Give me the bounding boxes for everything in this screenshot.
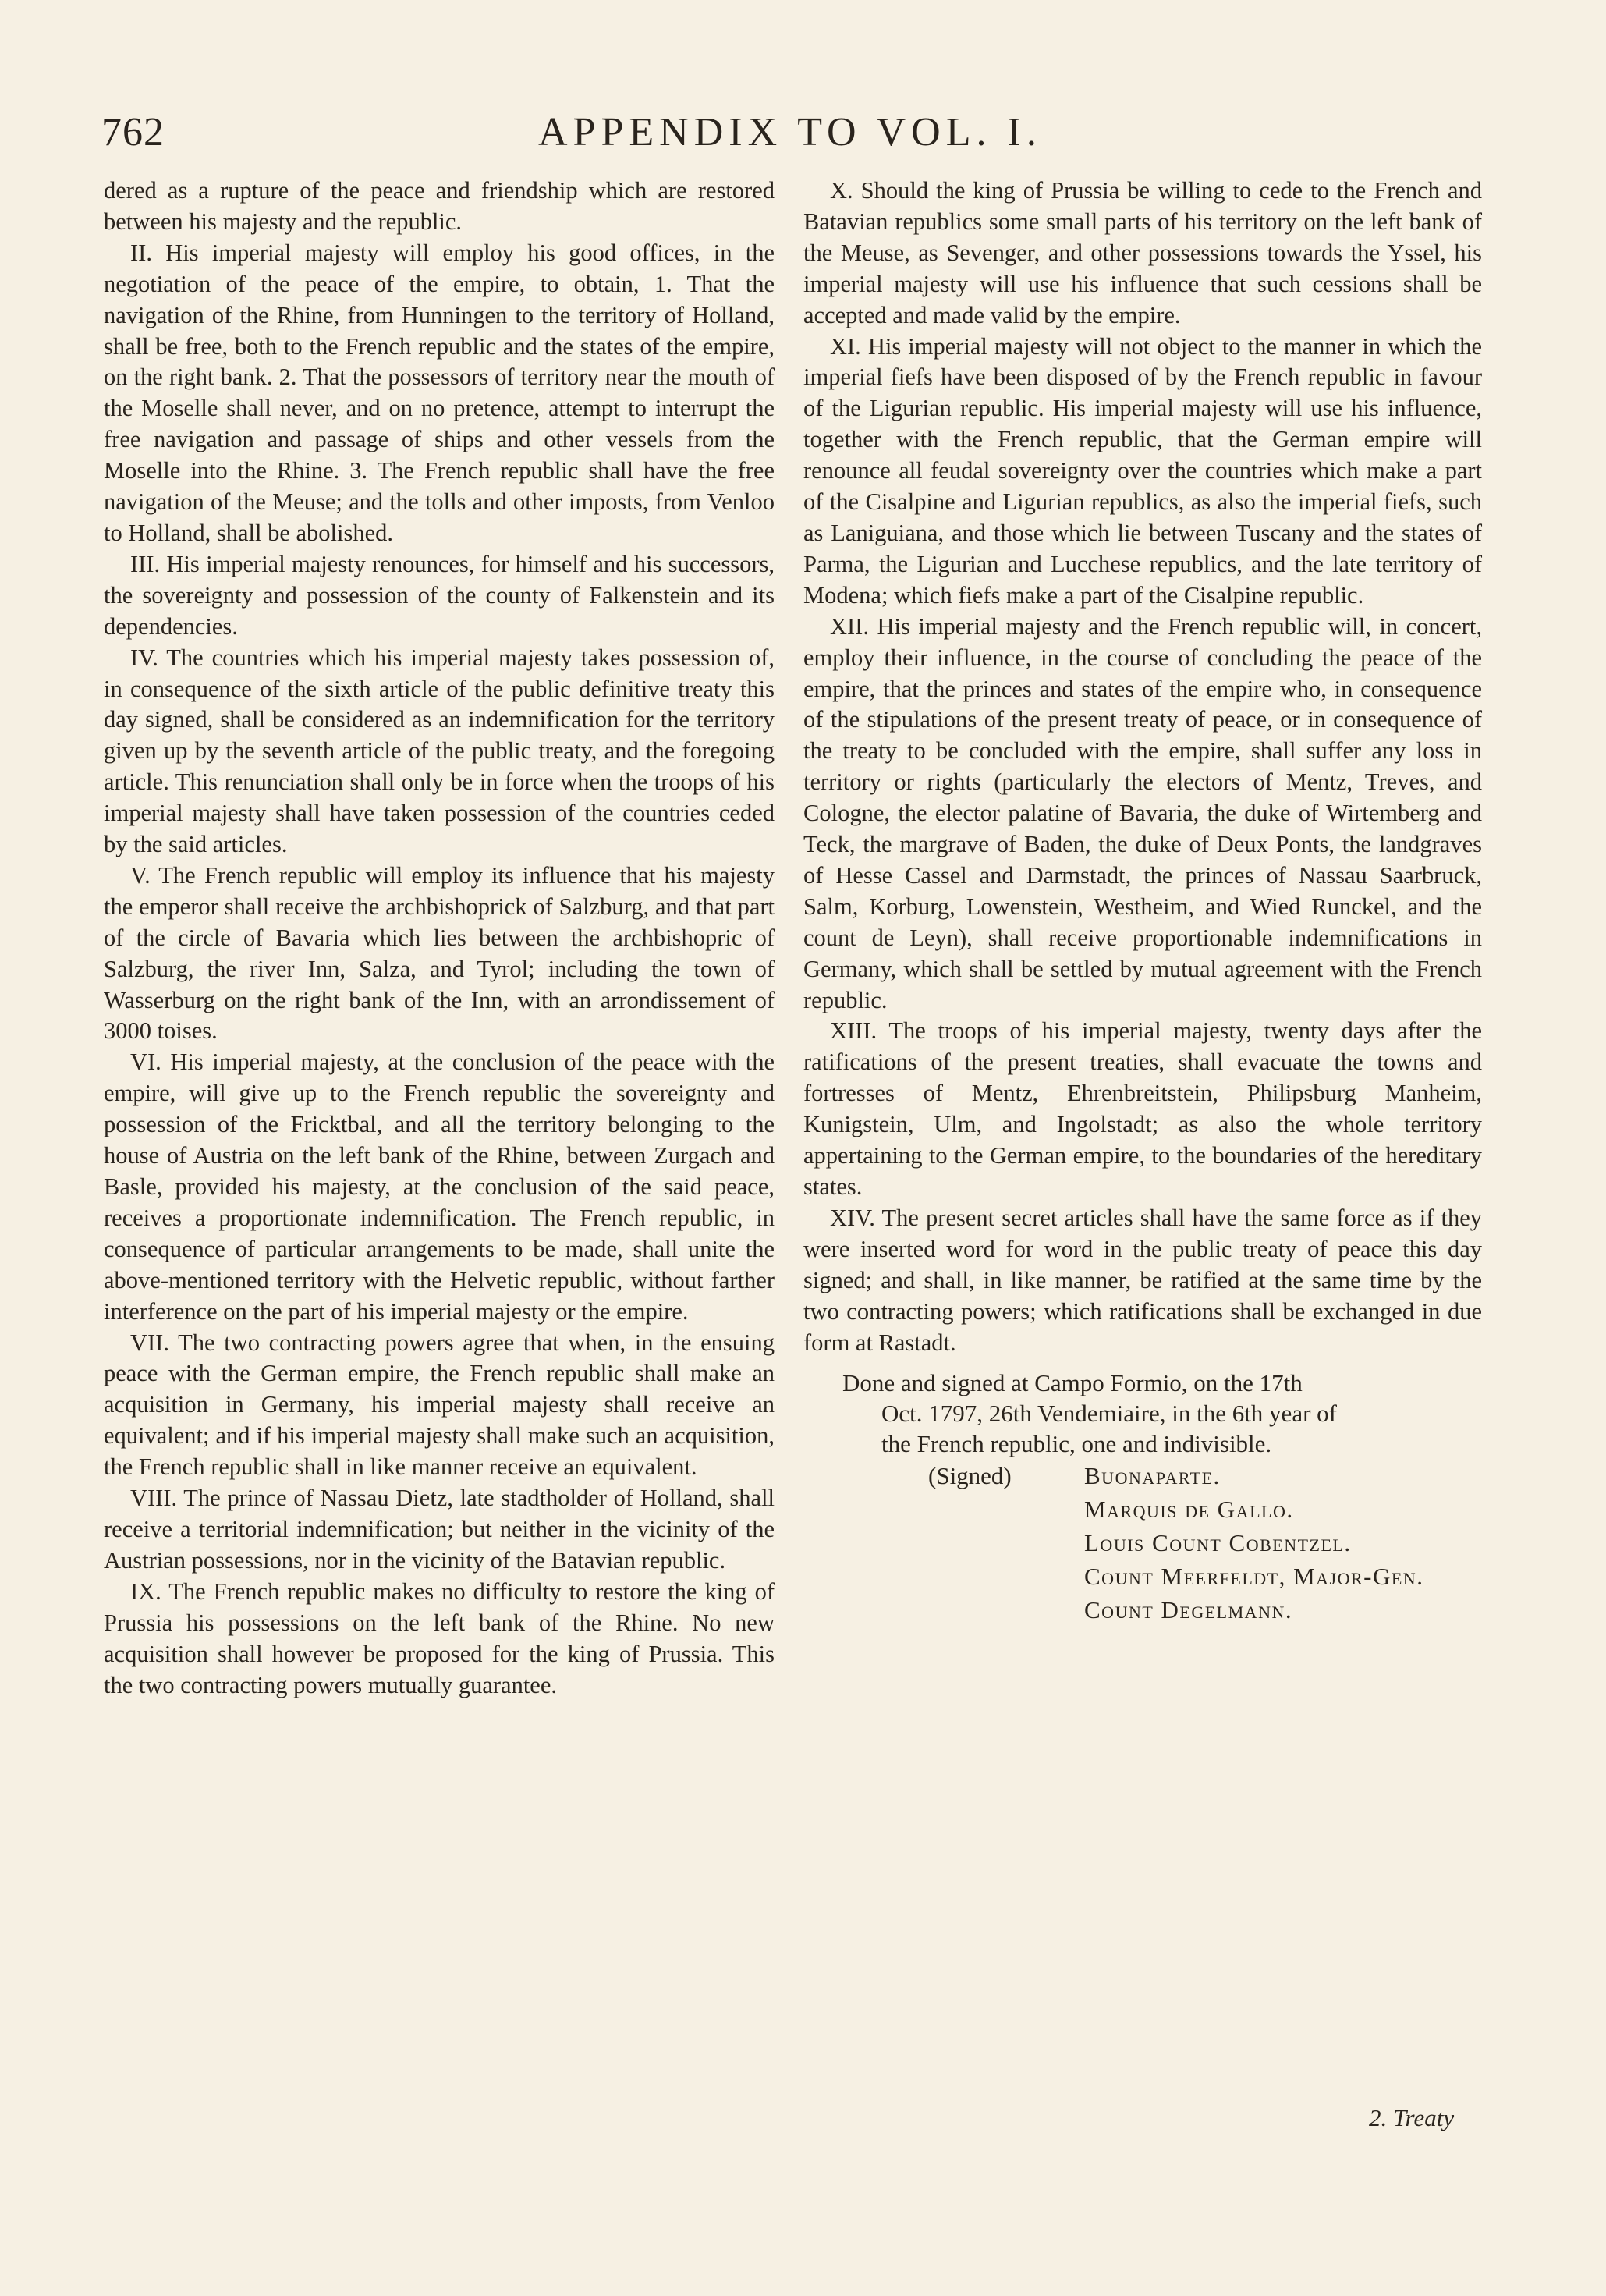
article-paragraph: dered as a rupture of the peace and friendship which are restored between his majesty and the republic.: [104, 177, 775, 235]
article-paragraph: XI. His imperial majesty will not object to the manner in which the imperial fiefs have been disposed of by the French republic in favour of the Ligurian republic. His imperial majesty will use his influence, together with the French republic, that the German empire will renounce all feudal sovereignty over the countries which make a part of the Cisalpine and Ligurian republics, as also the imperial fiefs, such as Laniguiana, and those which lie between Tuscany and the states of Parma, the Ligurian and Lucchese republics, and the late territory of Modena; which fiefs make a part of the Cisalpine republic.: [803, 332, 1482, 609]
left-column: [104, 176, 775, 1701]
signatory-name: Count Degelmann.: [1084, 1596, 1293, 1624]
catchword: 2. Treaty: [1369, 2104, 1455, 2131]
closing-line: Oct. 1797, 26th Vendemiaire, in the 6th year of: [881, 1400, 1337, 1428]
signatory-name: Louis Count Cobentzel.: [1084, 1529, 1352, 1557]
closing-line: Done and signed at Campo Formio, on the 17th: [842, 1369, 1303, 1397]
article-paragraph: V. The French republic will employ its influence that his majesty the emperor shall receive the archbishoprick of Salzburg, and that part of the circle of Bavaria which lies between the archbishopric of Salzburg, the river Inn, Salza, and Tyrol; including the town of Wasserburg on the right bank of the Inn, with an arrondissement of 3000 toises.: [104, 861, 775, 1045]
article-paragraph: XIV. The present secret articles shall have the same force as if they were inserted word for word in the public treaty of peace this day signed; and shall, in like manner, be ratified at the same time by the two contracting powers; which ratifications shall be exchanged in due form at Rastadt.: [803, 1204, 1482, 1356]
page-number: 762: [101, 110, 165, 154]
article-paragraph: VII. The two contracting powers agree that when, in the ensuing peace with the German empire, the French republic shall make an acquisition in Germany, his imperial majesty shall receive an equivalent; and if his imperial majesty shall make such an acquisition, the French republic shall in like manner receive an equivalent.: [104, 1329, 775, 1481]
signature-block: [803, 1368, 1482, 1627]
article-paragraph: XII. His imperial majesty and the French republic will, in concert, employ their influence, in the course of concluding the peace of the empire, that the princes and states of the empire who, in consequence of the stipulations of the present treaty of peace, or in consequence of the treaty to be concluded with the empire, shall suffer any loss in territory or rights (particularly the electors of Mentz, Treves, and Cologne, the elector palatine of Bavaria, the duke of Wirtemberg and Teck, the margrave of Baden, the duke of Deux Ponts, the landgraves of Hesse Cassel and Darmstadt, the princes of Nassau Saarbruck, Salm, Korburg, Lowenstein, Westheim, and Wied Runckel, and the count de Leyn), shall receive proportionable indemnifications in Germany, which shall be settled by mutual agreement with the French republic.: [803, 612, 1482, 1013]
running-head: APPENDIX TO VOL. I.: [538, 110, 1042, 154]
signatory-name: Marquis de Gallo.: [1084, 1496, 1294, 1524]
signatory-name: Count Meerfeldt, Major-Gen.: [1084, 1563, 1424, 1591]
signatory-name: Buonaparte.: [1084, 1462, 1221, 1490]
article-paragraph: IV. The countries which his imperial majesty takes possession of, in consequence of the sixth article of the public definitive treaty this day signed, shall be considered as an indemnification for the territory given up by the seventh article of the public treaty, and the foregoing article. This renunciation shall only be in force when the troops of his imperial majesty shall have taken possession of the countries ceded by the said articles.: [104, 644, 775, 858]
article-paragraph: II. His imperial majesty will employ his good offices, in the negotiation of the peace of the empire, to obtain, 1. That the navigation of the Rhine, from Hunningen to the territory of Holland, shall be free, both to the French republic and the states of the empire, on the right bank. 2. That the possessors of territory near the mouth of the Moselle shall never, and on no pretence, attempt to interrupt the free navigation and passage of ships and other vessels from the Moselle into the Rhine. 3. The French republic shall have the free navigation of the Meuse; and the tolls and other imposts, from Venloo to Holland, shall be abolished.: [104, 239, 775, 546]
right-column: [803, 176, 1482, 1627]
article-paragraph: IX. The French republic makes no difficulty to restore the king of Prussia his possessions on the left bank of the Rhine. No new acquisition shall however be proposed for the king of Prussia. This the two contracting powers mutually guarantee.: [104, 1577, 775, 1698]
article-paragraph: VI. His imperial majesty, at the conclusion of the peace with the empire, will give up to the French republic the sovereignty and possession of the Fricktbal, and all the territory belonging to the house of Austria on the left bank of the Rhine, between Zurgach and Basle, provided his majesty, at the conclusion of the said peace, receives a proportionate indemnification. The French republic, in consequence of particular arrangements to be made, shall unite the above-mentioned territory with the Helvetic republic, without farther interference on the part of his imperial majesty or the empire.: [104, 1049, 775, 1325]
closing-line: the French republic, one and indivisible.: [881, 1430, 1272, 1458]
article-paragraph: III. His imperial majesty renounces, for himself and his successors, the sovereignty and possession of the county of Falkenstein and its dependencies.: [104, 550, 775, 640]
signed-label: (Signed): [928, 1462, 1012, 1490]
signatory-row: [842, 1459, 1482, 1492]
article-paragraph: VIII. The prince of Nassau Dietz, late stadtholder of Holland, shall receive a territorial indemnification; but neither in the vicinity of the Austrian possessions, nor in the vicinity of the Batavian republic.: [104, 1485, 775, 1574]
article-paragraph: X. Should the king of Prussia be willing to cede to the French and Batavian republics some small parts of his territory on the left bank of the Meuse, as Sevenger, and other possessions towards the Yssel, his imperial majesty will use his influence that such cessions shall be accepted and made valid by the empire.: [803, 177, 1482, 328]
page-header: [101, 109, 1498, 164]
article-paragraph: XIII. The troops of his imperial majesty, twenty days after the ratifications of the present treaties, shall evacuate the towns and fortresses of Mentz, Ehrenbreitstein, Philipsburg Manheim, Kunigstein, Ulm, and Ingolstadt; as also the whole territory appertaining to the German empire, to the boundaries of the hereditary states.: [803, 1017, 1482, 1200]
